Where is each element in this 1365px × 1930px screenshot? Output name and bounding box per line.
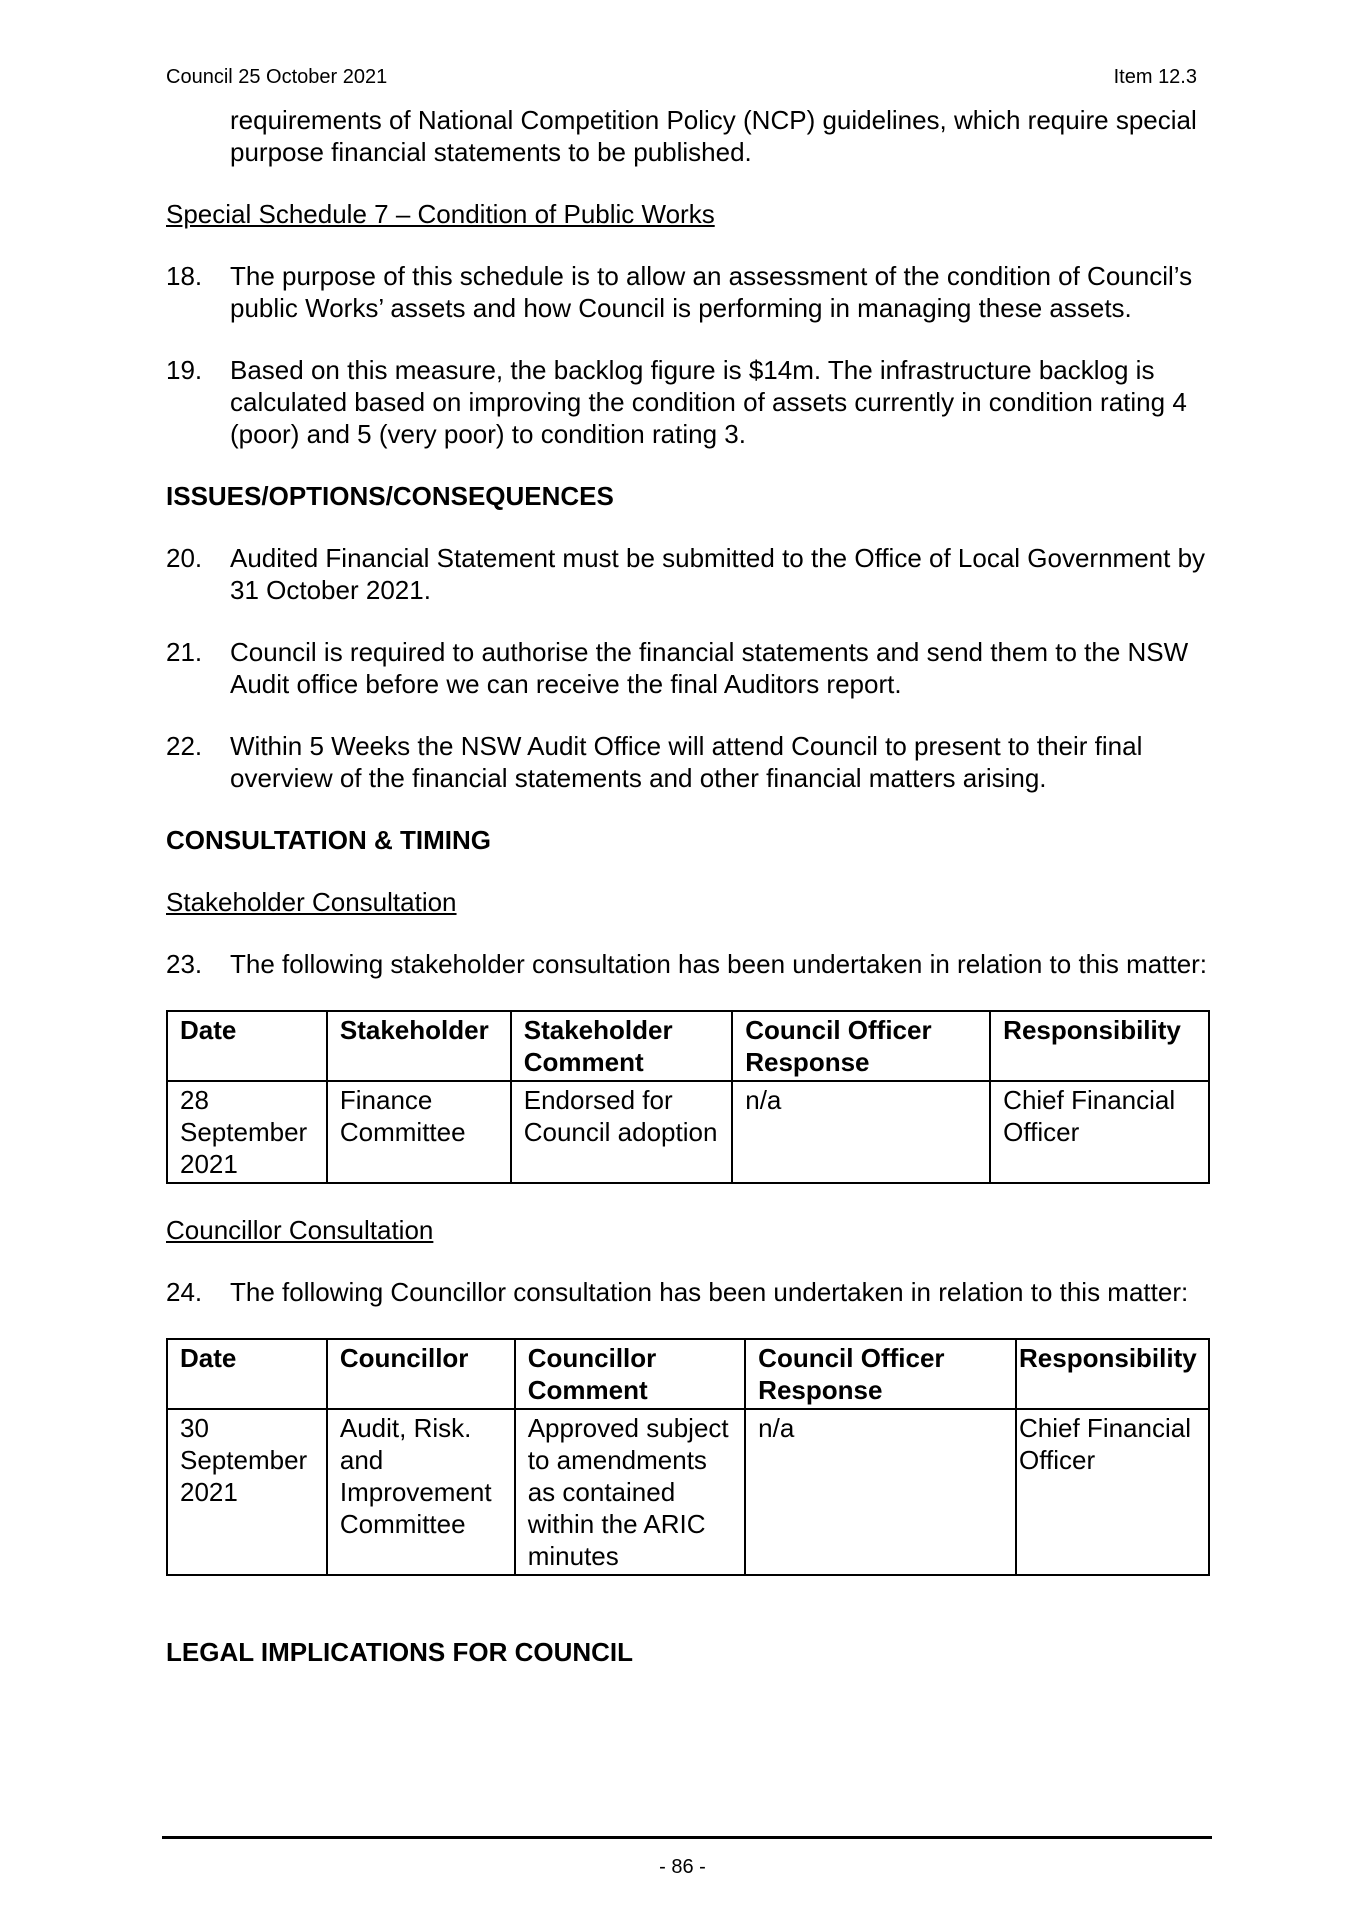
document-body (166, 104, 1210, 1668)
heading-issues: ISSUES/OPTIONS/CONSEQUENCES (166, 481, 614, 511)
paragraph-19 (166, 354, 1210, 450)
table-header-cell: Stakeholder (327, 1011, 511, 1081)
table-header-cell: Date (167, 1339, 327, 1409)
table-row (167, 1081, 1209, 1183)
heading-consultation: CONSULTATION & TIMING (166, 825, 491, 855)
paragraph-23 (166, 948, 1210, 980)
paragraph-number: 19. (166, 355, 203, 385)
table-cell: n/a (745, 1409, 1016, 1575)
table-header-cell: Responsibility (1016, 1339, 1209, 1409)
table-cell: Approved subject to amendments as contained within the ARIC minutes (515, 1409, 745, 1575)
paragraph-20 (166, 542, 1210, 606)
table-cell: Audit, Risk. and Improvement Committee (327, 1409, 515, 1575)
table-header-cell: Councillor (327, 1339, 515, 1409)
table-cell: n/a (732, 1081, 990, 1183)
table-header-cell: Stakeholder Comment (511, 1011, 733, 1081)
paragraph-text: Audited Financial Statement must be submitted to the Office of Local Government by 31 October 2021. (230, 543, 1206, 605)
paragraph-number: 18. (166, 261, 203, 291)
table-row (167, 1409, 1209, 1575)
paragraph-number: 23. (166, 949, 203, 979)
paragraph-text: The following Councillor consultation has been undertaken in relation to this matter: (230, 1277, 1189, 1307)
paragraph-continuation: requirements of National Competition Policy (NCP) guidelines, which require special purpose financial statements to be published. (230, 105, 1197, 167)
paragraph-text: Based on this measure, the backlog figure is $14m. The infrastructure backlog is calculated based on improving the condition of assets currently in condition rating 4 (poor) and 5 (very poor) to condition rating 3. (230, 355, 1187, 449)
heading-legal-implications: LEGAL IMPLICATIONS FOR COUNCIL (166, 1637, 634, 1667)
section-special-schedule: Special Schedule 7 – Condition of Public Works (166, 199, 715, 229)
councillor-table (166, 1338, 1210, 1576)
paragraph-text: The following stakeholder consultation has been undertaken in relation to this matter: (230, 949, 1208, 979)
header-meeting-date: Council 25 October 2021 (166, 66, 388, 88)
table-header-cell: Council Officer Response (732, 1011, 990, 1081)
paragraph-number: 22. (166, 731, 203, 761)
page-number: - 86 - (659, 1856, 706, 1878)
stakeholder-table (166, 1010, 1210, 1184)
section-stakeholder-consultation: Stakeholder Consultation (166, 887, 457, 917)
paragraph-number: 20. (166, 543, 203, 573)
table-cell: 30 September 2021 (167, 1409, 327, 1575)
section-councillor-consultation: Councillor Consultation (166, 1215, 434, 1245)
paragraph-18 (166, 260, 1210, 324)
table-header-row (167, 1011, 1209, 1081)
paragraph-number: 21. (166, 637, 203, 667)
table-header-cell: Responsibility (990, 1011, 1209, 1081)
table-cell: Chief Financial Officer (1016, 1409, 1209, 1575)
paragraph-number: 24. (166, 1277, 203, 1307)
paragraph-22 (166, 730, 1210, 794)
table-header-cell: Council Officer Response (745, 1339, 1016, 1409)
paragraph-text: Within 5 Weeks the NSW Audit Office will attend Council to present to their final overview of the financial statements and other financial matters arising. (230, 731, 1143, 793)
table-cell: Chief Financial Officer (990, 1081, 1209, 1183)
paragraph-24 (166, 1276, 1210, 1308)
table-cell: 28 September 2021 (167, 1081, 327, 1183)
table-cell: Endorsed for Council adoption (511, 1081, 733, 1183)
table-header-cell: Date (167, 1011, 327, 1081)
table-header-row (167, 1339, 1209, 1409)
footer-divider (162, 1836, 1212, 1839)
paragraph-text: The purpose of this schedule is to allow an assessment of the condition of Council’s public Works’ assets and how Council is performing in managing these assets. (230, 261, 1193, 323)
header-item-number: Item 12.3 (1113, 66, 1197, 88)
table-cell: Finance Committee (327, 1081, 511, 1183)
paragraph-21 (166, 636, 1210, 700)
paragraph-text: Council is required to authorise the financial statements and send them to the NSW Audit office before we can receive the final Auditors report. (230, 637, 1189, 699)
table-header-cell: Councillor Comment (515, 1339, 745, 1409)
